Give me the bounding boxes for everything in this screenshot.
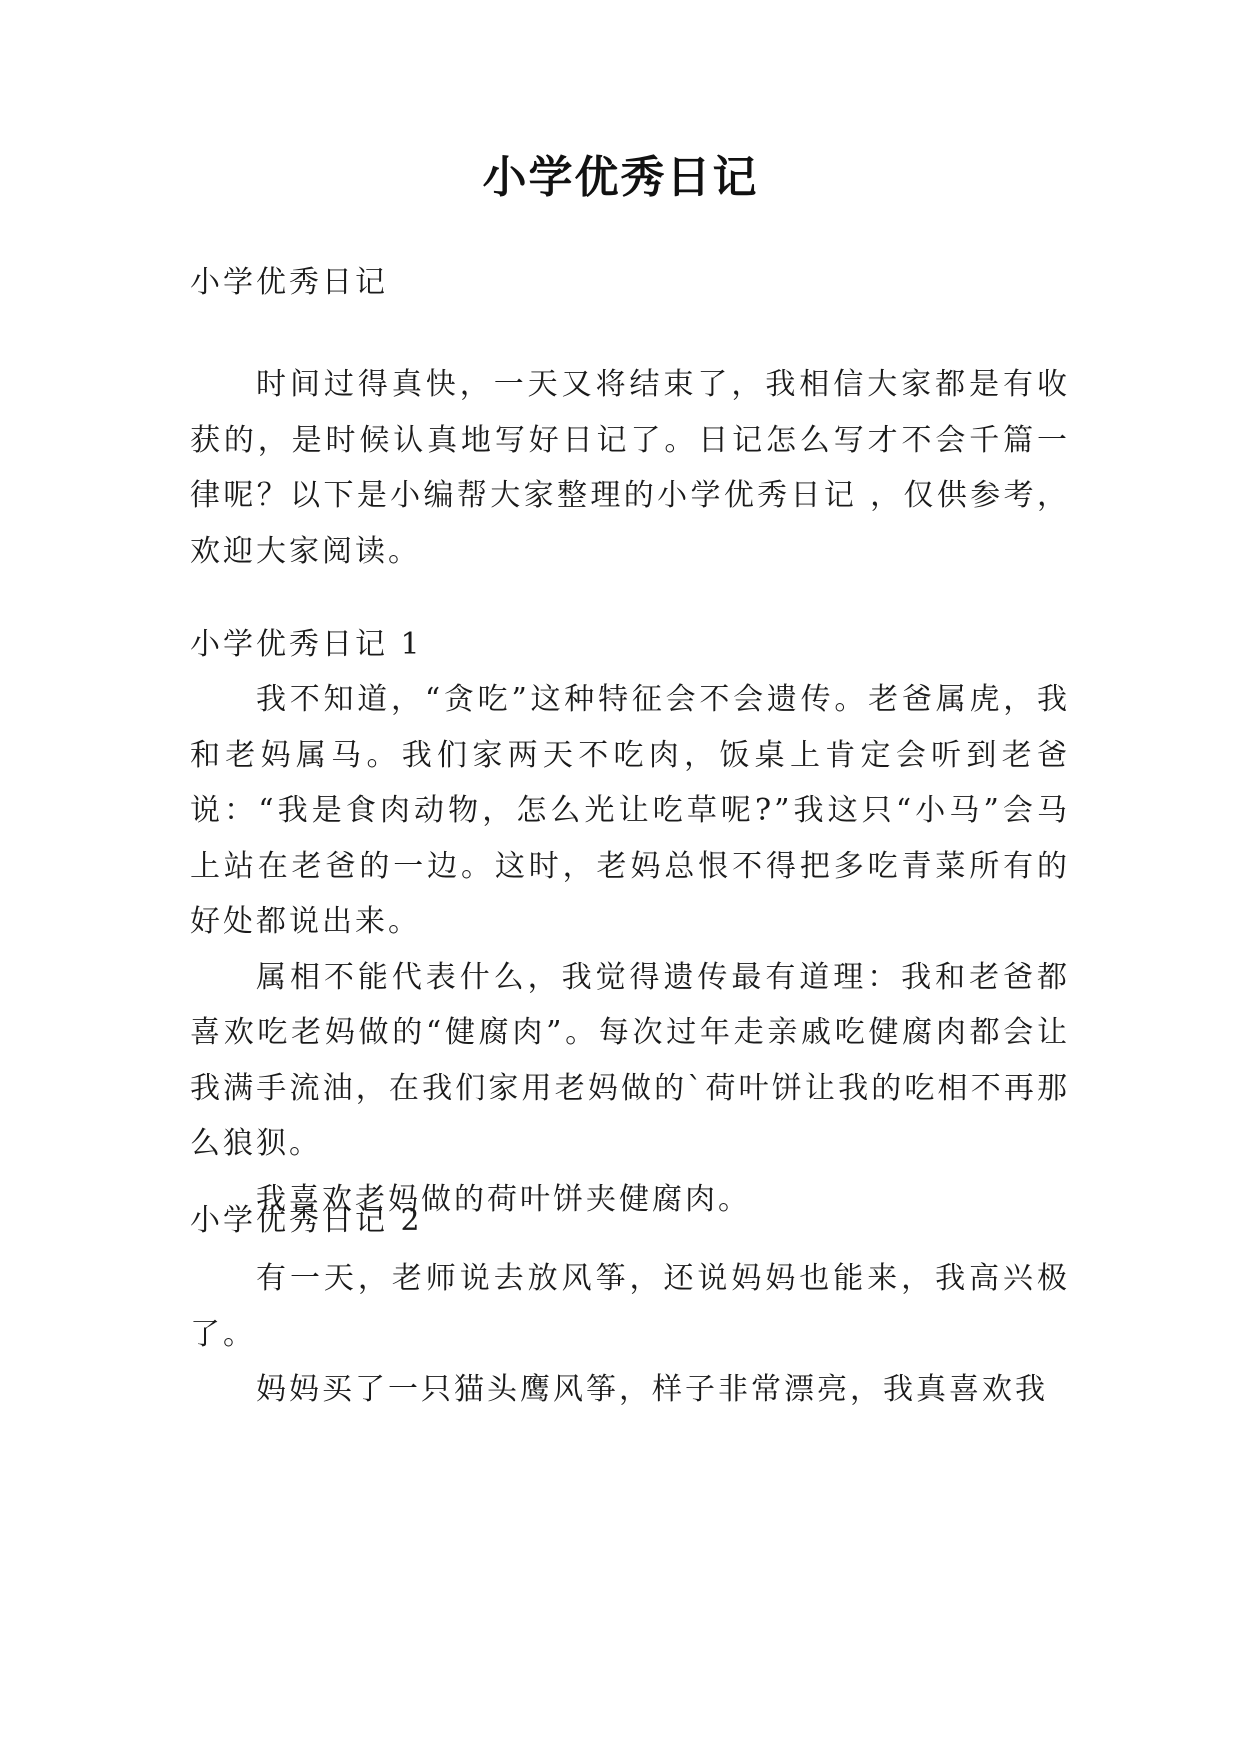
document-title: 小学优秀日记 <box>482 152 759 203</box>
entry-heading-1: 小学优秀日记 1 <box>190 627 423 662</box>
entry-1-body <box>190 672 1070 1227</box>
entry-1-paragraph-2: 属相不能代表什么，我觉得遗传最有道理：我和老爸都喜欢吃老妈做的“健腐肉”。每次过年走亲戚吃健腐肉都会让我满手流油，在我们家用老妈做的`荷叶饼让我的吃相不再那么狼狈。 <box>190 959 1070 1161</box>
entry-1-paragraph-1: 我不知道，“贪吃”这种特征会不会遗传。老爸属虎，我和老妈属马。我们家两天不吃肉，饭桌上肯定会听到老爸说：“我是食肉动物，怎么光让吃草呢?”我这只“小马”会马上站在老爸的一边。这时，老妈总恨不得把多吃青菜所有的好处都说出来。 <box>190 682 1070 939</box>
entry-2-paragraph-1: 有一天，老师说去放风筝，还说妈妈也能来，我高兴极了。 <box>190 1261 1070 1352</box>
entry-2-paragraph-2: 妈妈买了一只猫头鹰风筝，样子非常漂亮，我真喜欢我 <box>256 1372 1048 1407</box>
entry-2-body <box>190 1251 1070 1418</box>
document-subtitle: 小学优秀日记 <box>190 265 388 300</box>
intro-section <box>190 357 1070 579</box>
entry-heading-2: 小学优秀日记 2 <box>190 1203 423 1238</box>
entry-1-paragraph-3: 我喜欢老妈做的荷叶饼夹健腐肉。 <box>256 1181 751 1217</box>
intro-paragraph: 时间过得真快，一天又将结束了，我相信大家都是有收获的，是时候认真地写好日记了。日记怎么写才不会千篇一律呢？以下是小编帮大家整理的小学优秀日记 ，仅供参考，欢迎大家阅读。 <box>190 367 1070 569</box>
